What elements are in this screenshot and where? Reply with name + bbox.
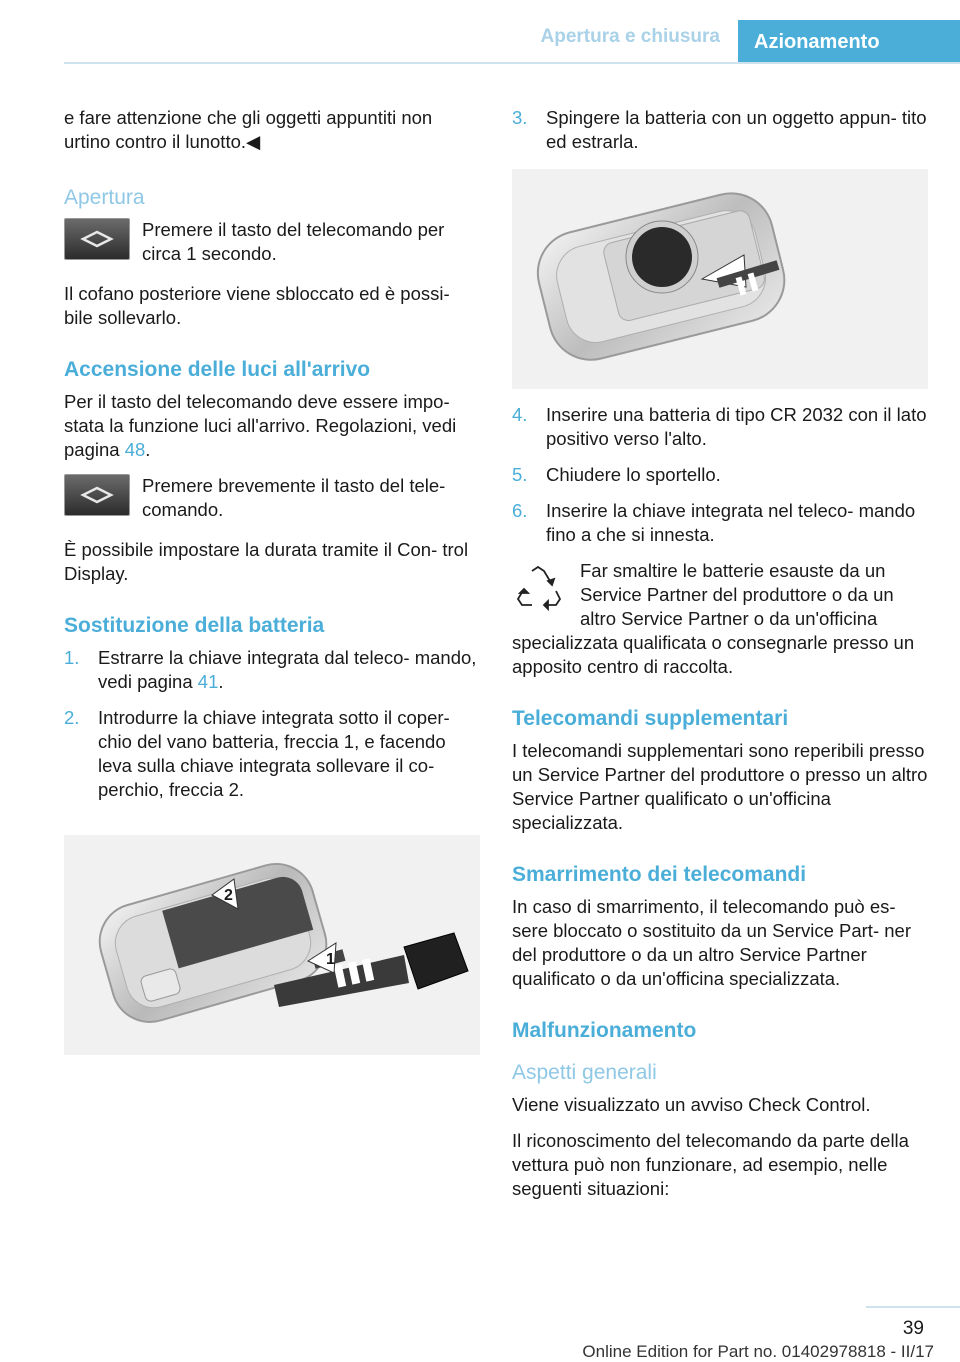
step-text: Chiudere lo sportello. — [546, 464, 721, 485]
key-removal-figure — [64, 835, 480, 1055]
intro-paragraph: e fare attenzione che gli oggetti appuntiti non urtino contro il lunotto.◀ — [64, 107, 433, 152]
tailgate-key-icon — [64, 474, 130, 516]
supplementari-heading: Telecomandi supplementari — [512, 707, 789, 730]
list-item — [512, 499, 930, 547]
step-text — [98, 646, 482, 694]
page-link-48[interactable]: 48 — [124, 439, 146, 460]
list-item — [512, 403, 930, 451]
page-link-41[interactable]: 41 — [197, 671, 219, 692]
arrow-label-1: 1 — [326, 951, 335, 968]
right-column — [512, 106, 930, 166]
step1-text: Estrarre la chiave integrata dal teleco‐ mando, vedi pagina — [98, 647, 477, 692]
list-item — [64, 706, 482, 802]
step-number: 3. — [512, 107, 528, 128]
step-text: Inserire una batteria di tipo CR 2032 con il lato positivo verso l'alto. — [546, 404, 927, 449]
list-item — [512, 463, 930, 487]
smarrimento-paragraph: In caso di smarrimento, il telecomando può es‐ sere bloccato o sostituito da un Service Part‐ ner del produttore o da un altro Service Partner qualificato o da un'officina specializzata. — [512, 896, 911, 989]
footer-divider — [866, 1306, 960, 1308]
step-number: 1. — [64, 647, 80, 668]
aspetti-paragraph-1: Viene visualizzato un avviso Check Control. — [512, 1094, 871, 1115]
recycle-icon — [512, 563, 568, 623]
list-item — [512, 106, 930, 154]
luci-paragraph-2: È possibile impostare la durata tramite il Con‐ trol Display. — [64, 539, 469, 584]
list-item — [64, 646, 482, 694]
tailgate-key-icon — [64, 218, 130, 260]
aspetti-paragraph-2: Il riconoscimento del telecomando da parte della vettura può non funzionare, ad esempio, nelle seguenti situazioni: — [512, 1130, 909, 1199]
batteria-steps-left — [64, 646, 482, 802]
malfunzionamento-heading: Malfunzionamento — [512, 1019, 697, 1042]
supplementari-paragraph: I telecomandi supplementari sono reperibili presso un Service Partner del produttore o presso un altro Service Partner qualificato o un'officina specializzata. — [512, 740, 928, 833]
step-text: Inserire la chiave integrata nel teleco‐ mando fino a che si innesta. — [546, 500, 916, 545]
smarrimento-heading: Smarrimento dei telecomandi — [512, 863, 807, 886]
step-number: 5. — [512, 464, 528, 485]
arrow-label-2: 2 — [224, 887, 233, 904]
aspetti-heading: Aspetti generali — [512, 1061, 657, 1084]
apertura-heading: Apertura — [64, 186, 145, 209]
apertura-key-row — [64, 218, 482, 266]
right-column-lower — [512, 403, 930, 1213]
recycle-note — [512, 559, 930, 679]
step1-end: . — [218, 671, 224, 692]
key-removal-illustration — [64, 835, 480, 1055]
step-text: Spingere la batteria con un oggetto appun‐ tito ed estrarla. — [546, 107, 927, 152]
batteria-heading: Sostituzione della batteria — [64, 614, 325, 637]
luci-key-row — [64, 474, 482, 522]
luci-paragraph — [64, 390, 482, 462]
page-number: 39 — [902, 1318, 924, 1339]
recycle-text: Far smaltire le batterie esauste da un Service Partner del produttore o da un altro Service Partner o da un'officina specializzata qualificata o consegnarle presso un apposito centro di raccolta. — [512, 560, 915, 677]
battery-removal-illustration — [512, 169, 928, 389]
batteria-steps-right-a — [512, 106, 930, 154]
step-text: Introdurre la chiave integrata sotto il coper‐ chio del vano batteria, freccia 1, e facendo leva sulla chiave integrata sollevare il co‐ perchio, freccia 2. — [98, 707, 450, 800]
edition-text: Online Edition for Part no. 01402978818 - II/17 — [582, 1342, 934, 1361]
luci-key-text: Premere brevemente il tasto del tele‐ comando. — [142, 475, 446, 520]
step-number: 2. — [64, 707, 80, 728]
step-number: 6. — [512, 500, 528, 521]
header-chapter-tab: Azionamento — [738, 20, 960, 64]
step-number: 4. — [512, 404, 528, 425]
batteria-steps-right-b — [512, 403, 930, 547]
apertura-paragraph: Il cofano posteriore viene sbloccato ed è possi‐ bile sollevarlo. — [64, 283, 450, 328]
luci-paragraph-text: Per il tasto del telecomando deve essere impo‐ stata la funzione luci all'arrivo. Regolazioni, vedi pagina — [64, 391, 457, 460]
header-section: Apertura e chiusura — [540, 26, 720, 47]
battery-removal-figure — [512, 169, 928, 389]
left-column — [64, 106, 482, 814]
luci-paragraph-end: . — [145, 439, 151, 460]
header-divider — [64, 62, 960, 64]
luci-heading: Accensione delle luci all'arrivo — [64, 358, 371, 381]
apertura-key-text: Premere il tasto del telecomando per circa 1 secondo. — [142, 219, 445, 264]
